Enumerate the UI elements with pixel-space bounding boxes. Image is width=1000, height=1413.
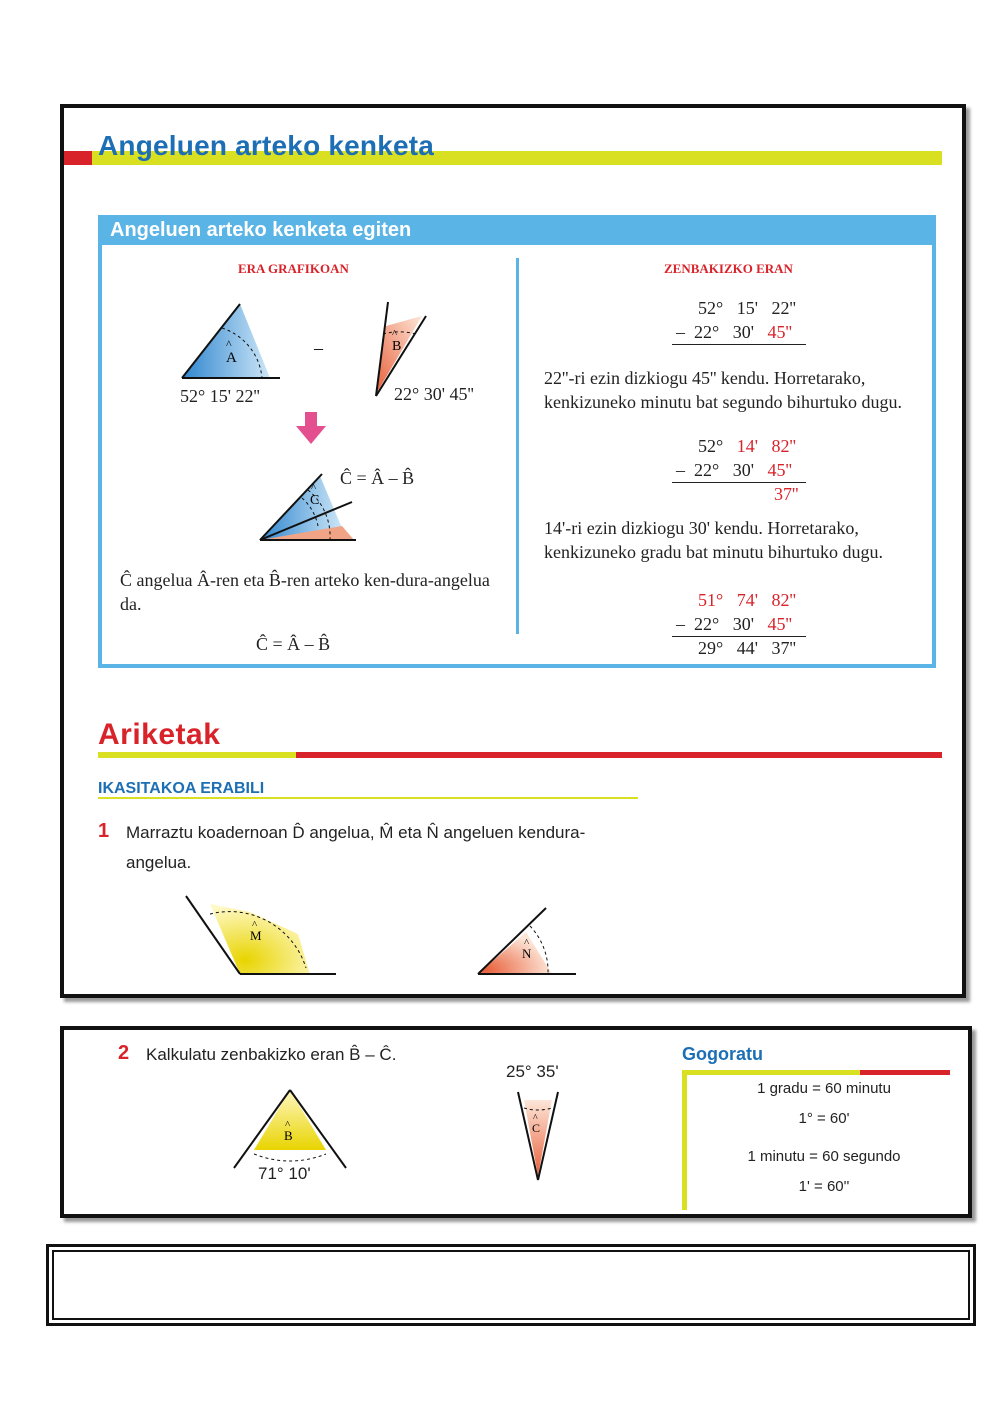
numeric-paragraph-2: 14'-ri ezin dizkiogu 30' kendu. Horretarako, kenkizuneko gradu bat minutu bihurtuko dugu. [544,518,883,562]
svg-text:^: ^ [252,919,258,931]
angle-c2-value: 25° 35' [506,1062,559,1081]
op2-row2: – 22° 30' 45'' [676,460,792,480]
label-c2: C [532,1121,541,1135]
exercises-bar-yellow [98,752,296,758]
op2-underline [672,482,806,483]
down-arrow-icon [296,426,326,444]
label-b2: B [284,1128,293,1143]
svg-text:^: ^ [311,482,317,494]
title-bar-red [64,151,92,165]
exercise-2-text: Kalkulatu zenbakizko eran B̂ – Ĉ. [146,1045,397,1064]
exercise-1-text-line1: Marraztu koadernoan D̂ angelua, M̂ eta N̂ angeluen kendura- [126,823,586,842]
explanation-box-title: Angeluen arteko kenketa egiten [98,215,936,245]
op1-underline [672,344,806,345]
page-title: Angeluen arteko kenketa [98,130,435,161]
angle-a-label: A [226,350,237,366]
angle-b-value: 22° 30' 45'' [394,384,474,404]
svg-text:^: ^ [524,937,530,949]
exercise-1-number: 1 [98,820,110,842]
numeric-paragraph-1: 22''-ri ezin dizkiogu 45'' kendu. Horretarako, kenkizuneko minutu bat segundo bihurtuko dugu. [544,368,902,412]
angle-b-label: B [392,339,402,354]
op1-row2: – 22° 30' 45'' [676,322,792,342]
graphic-angles-figure [170,290,510,560]
op1-row1: 52° 15' 22'' [698,298,796,318]
reminder-line-2: 1° = 60' [798,1110,850,1127]
angle-b-fill [376,316,422,394]
op3-underline [672,636,806,637]
exercises-bar-red [296,752,942,758]
angle-c-label: C [310,493,320,508]
reminder-line-1: 1 gradu = 60 minutu [757,1080,891,1097]
graphic-explanation: Ĉ angelua Â-ren eta B̂-ren arteko ken-dura-angelua da. [120,570,490,614]
reminder-bar-yellow [682,1070,860,1075]
op3-result: 29° 44' 37'' [698,638,796,658]
minus-sign: – [314,338,323,358]
svg-text:^: ^ [285,1119,291,1131]
op2-result: 37'' [774,484,799,504]
answer-box[interactable] [46,1244,976,1326]
formula-top: Ĉ = Â – B̂ [340,468,415,488]
exercise-1-figure [180,890,600,980]
numeric-heading: ZENBAKIZKO ERAN [664,261,793,276]
section-underline [98,797,638,799]
svg-text:^: ^ [533,1113,538,1124]
reminder-title: Gogoratu [682,1044,763,1064]
op3-row1: 51° 74' 82'' [698,590,796,610]
svg-text:^: ^ [226,337,232,351]
label-m: M [250,928,262,943]
formula-bottom: Ĉ = Â – B̂ [256,634,331,654]
reminder-left-bar [682,1070,687,1210]
angle-b2-value: 71° 10' [258,1164,311,1183]
op2-row1: 52° 14' 82'' [698,436,796,456]
exercises-title: Ariketak [98,718,221,751]
reminder-line-4: 1' = 60'' [798,1178,850,1195]
column-divider [516,258,519,634]
svg-text:^: ^ [392,328,398,340]
exercise-2-number: 2 [118,1042,130,1064]
reminder-line-3: 1 minutu = 60 segundo [747,1148,901,1165]
graphic-heading: ERA GRAFIKOAN [238,261,349,276]
angle-a-value: 52° 15' 22'' [180,386,260,406]
op3-row2: – 22° 30' 45'' [676,614,792,634]
exercise-1-text-line2: angelua. [126,853,192,872]
section-heading: IKASITAKOA ERABILI [98,780,265,797]
reminder-bar-red [860,1070,950,1075]
label-n: N [522,946,532,961]
